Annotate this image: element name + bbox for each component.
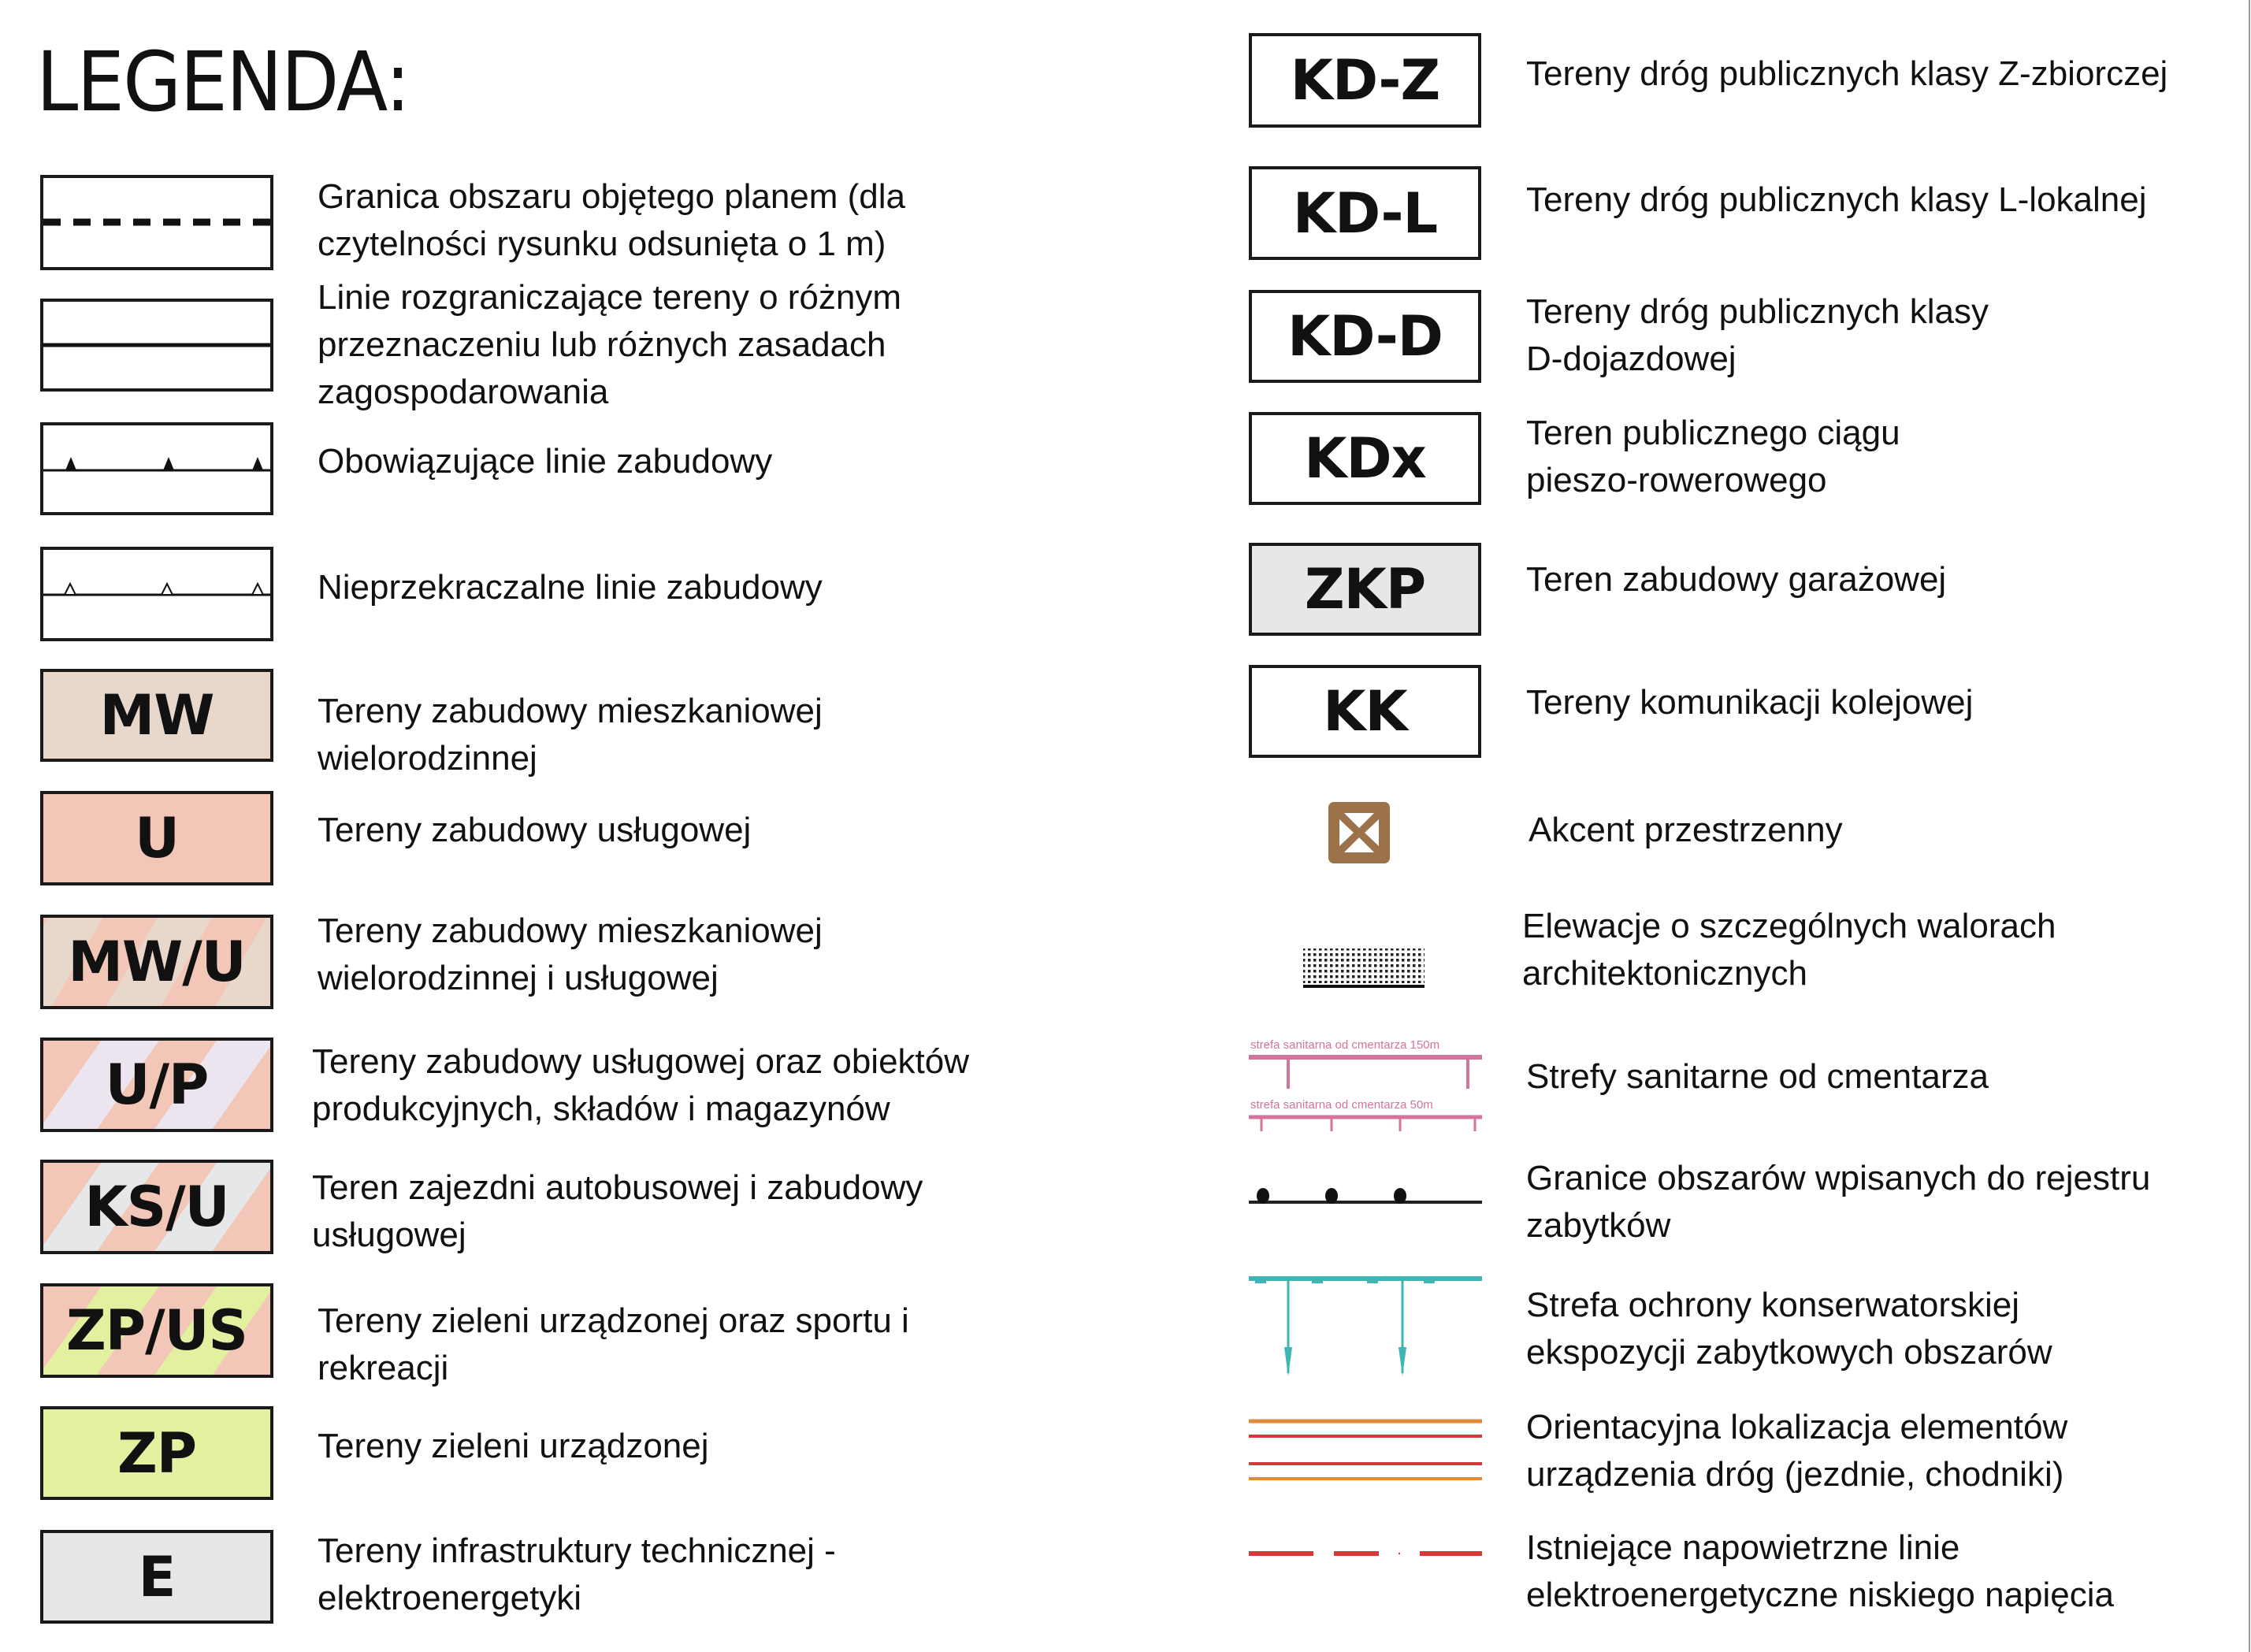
symbol-zp xyxy=(40,1406,273,1500)
text-line: Tereny zabudowy mieszkaniowej xyxy=(318,911,823,950)
text-line: architektonicznych xyxy=(1522,954,1807,993)
text-line: Granica obszaru objętego planem (dla xyxy=(318,177,906,216)
symbol-mandatory-building-line xyxy=(40,422,273,515)
zone-code: KDx xyxy=(1304,426,1426,491)
text-line: Tereny infrastruktury technicznej - xyxy=(318,1531,836,1570)
legend-text-zkp xyxy=(1526,556,1946,603)
sanitary-zone-150m-label: strefa sanitarna od cmentarza 150m xyxy=(1250,1038,1440,1052)
text-line: Tereny zabudowy usługowej oraz obiektów xyxy=(312,1042,970,1081)
text-line: elektroenergetyczne niskiego napięcia xyxy=(1526,1576,2115,1614)
text-line: ekspozycji zabytkowych obszarów xyxy=(1526,1333,2052,1372)
zone-code: MW/U xyxy=(68,930,246,994)
legend-text-road-elements xyxy=(1526,1404,2067,1498)
text-line: Orientacyjna lokalizacja elementów xyxy=(1526,1408,2068,1446)
text-line: Tereny zieleni urządzonej oraz sportu i xyxy=(318,1301,909,1340)
text-line: wielorodzinnej xyxy=(318,739,537,778)
text-line: Granice obszarów wpisanych do rejestru xyxy=(1526,1159,2151,1197)
legend-text-kd-d xyxy=(1526,288,1989,383)
legend-text-kdx xyxy=(1526,410,1900,504)
monument-boundary-icon xyxy=(1249,1179,1485,1210)
symbol-u-p xyxy=(40,1038,273,1132)
dashed-line-icon xyxy=(43,178,270,267)
text-line: zagospodarowania xyxy=(318,373,609,411)
text-line: Tereny zabudowy mieszkaniowej xyxy=(318,692,823,730)
text-line: urządzenia dróg (jezdnie, chodniki) xyxy=(1526,1455,2064,1494)
page-edge-divider xyxy=(2249,0,2250,1652)
symbol-kk xyxy=(1249,665,1481,758)
legend-text-zp xyxy=(318,1423,709,1470)
zone-code: U xyxy=(135,806,179,871)
legend-text-kd-z xyxy=(1526,50,2167,98)
text-line: Elewacje o szczególnych walorach xyxy=(1522,907,2056,945)
legend-text-u xyxy=(318,807,751,854)
legend-text-mw-u xyxy=(318,908,823,1002)
text-line: Tereny zieleni urządzonej xyxy=(318,1427,709,1465)
symbol-dashed-boundary xyxy=(40,175,273,270)
symbol-e xyxy=(40,1530,273,1624)
elevation-dots-icon xyxy=(1302,947,1428,991)
sanitary-zone-50m-label: strefa sanitarna od cmentarza 50m xyxy=(1250,1098,1433,1112)
text-line: Tereny dróg publicznych klasy Z-zbiorczej xyxy=(1526,54,2168,93)
text-line: Tereny dróg publicznych klasy xyxy=(1526,292,1989,331)
legend-text-kk xyxy=(1526,679,1973,726)
symbol-ks-u xyxy=(40,1160,273,1254)
text-line: wielorodzinnej i usługowej xyxy=(318,959,719,997)
zone-code: ZP xyxy=(117,1420,197,1486)
zone-code: E xyxy=(138,1544,176,1609)
symbol-u xyxy=(40,791,273,885)
symbol-mw xyxy=(40,669,273,762)
text-line: Tereny dróg publicznych klasy L-lokalnej xyxy=(1526,180,2147,219)
power-line-icon xyxy=(1249,1546,1485,1561)
text-line: rekreacji xyxy=(318,1349,449,1387)
symbol-non-exceedable-building-line xyxy=(40,547,273,641)
text-line: D-dojazdowej xyxy=(1526,340,1737,378)
akcent-icon xyxy=(1328,802,1390,863)
text-line: Akcent przestrzenny xyxy=(1529,811,1843,849)
symbol-zkp xyxy=(1249,543,1481,636)
text-line: Teren publicznego ciągu xyxy=(1526,414,1900,452)
filled-triangles-line-icon xyxy=(43,425,270,512)
symbol-kdx xyxy=(1249,412,1481,505)
legend-text-monument-boundary xyxy=(1526,1155,2150,1249)
legend-text-kd-l xyxy=(1526,176,2147,224)
text-line: Teren zajezdni autobusowej i zabudowy xyxy=(312,1168,923,1207)
sanitary-zone-lines-icon xyxy=(1249,1038,1485,1141)
legend-text-conservation-zone xyxy=(1526,1282,2052,1376)
text-line: Tereny zabudowy usługowej xyxy=(318,811,752,849)
symbol-zp-us xyxy=(40,1283,273,1378)
symbol-kd-l xyxy=(1249,166,1481,260)
legend-text-power-line xyxy=(1526,1524,2114,1619)
text-line: zabytków xyxy=(1526,1206,1671,1245)
text-line: Obowiązujące linie zabudowy xyxy=(318,442,773,481)
text-line: elektroenergetyki xyxy=(318,1579,582,1617)
zone-code: ZKP xyxy=(1304,557,1426,622)
zone-code: KS/U xyxy=(84,1175,229,1239)
legend-text-non-exceedable-building-line xyxy=(318,564,823,611)
legend-title: LEGENDA: xyxy=(36,34,410,130)
legend-text-u-p xyxy=(312,1038,969,1133)
symbol-kd-z xyxy=(1249,33,1481,128)
zone-code: ZP/US xyxy=(66,1298,247,1363)
text-line: Strefy sanitarne od cmentarza xyxy=(1526,1057,1989,1096)
legend-text-mw xyxy=(318,688,823,782)
outline-triangles-line-icon xyxy=(43,550,270,638)
conservation-zone-icon xyxy=(1249,1272,1485,1383)
legend-text-zp-us xyxy=(318,1297,909,1392)
zone-code: KD-L xyxy=(1292,180,1438,246)
legend-text-ks-u xyxy=(312,1164,923,1259)
legend-text-e xyxy=(318,1528,836,1622)
text-line: Strefa ochrony konserwatorskiej xyxy=(1526,1286,2020,1324)
legend-text-solid-boundary xyxy=(318,274,901,416)
zone-code: U/P xyxy=(105,1052,209,1117)
text-line: Istniejące napowietrzne linie xyxy=(1526,1528,1960,1567)
legend-text-akcent xyxy=(1529,807,1843,854)
symbol-kd-d xyxy=(1249,290,1481,383)
sanitary-zone-symbol xyxy=(1249,1038,1485,1141)
zone-code: KD-D xyxy=(1287,304,1443,369)
text-line: Nieprzekraczalne linie zabudowy xyxy=(318,568,823,607)
legend-text-elevation xyxy=(1522,903,2056,997)
text-line: czytelności rysunku odsunięta o 1 m) xyxy=(318,225,886,263)
text-line: Linie rozgraniczające tereny o różnym xyxy=(318,278,902,317)
legend-text-dashed-boundary xyxy=(318,173,905,268)
legend-text-mandatory-building-line xyxy=(318,438,772,485)
road-elements-icon xyxy=(1249,1413,1485,1484)
zone-code: KD-Z xyxy=(1290,48,1440,113)
zone-code: KK xyxy=(1323,679,1407,744)
legend-text-sanitary-zone xyxy=(1526,1053,1989,1101)
text-line: pieszo-rowerowego xyxy=(1526,461,1827,499)
zone-code: MW xyxy=(99,683,214,748)
text-line: usługowej xyxy=(312,1216,466,1254)
text-line: przeznaczeniu lub różnych zasadach xyxy=(318,325,886,364)
text-line: Tereny komunikacji kolejowej xyxy=(1526,683,1974,722)
text-line: produkcyjnych, składów i magazynów xyxy=(312,1090,890,1128)
symbol-solid-boundary xyxy=(40,299,273,392)
symbol-mw-u xyxy=(40,915,273,1009)
solid-line-icon xyxy=(43,302,270,388)
text-line: Teren zabudowy garażowej xyxy=(1526,560,1947,599)
